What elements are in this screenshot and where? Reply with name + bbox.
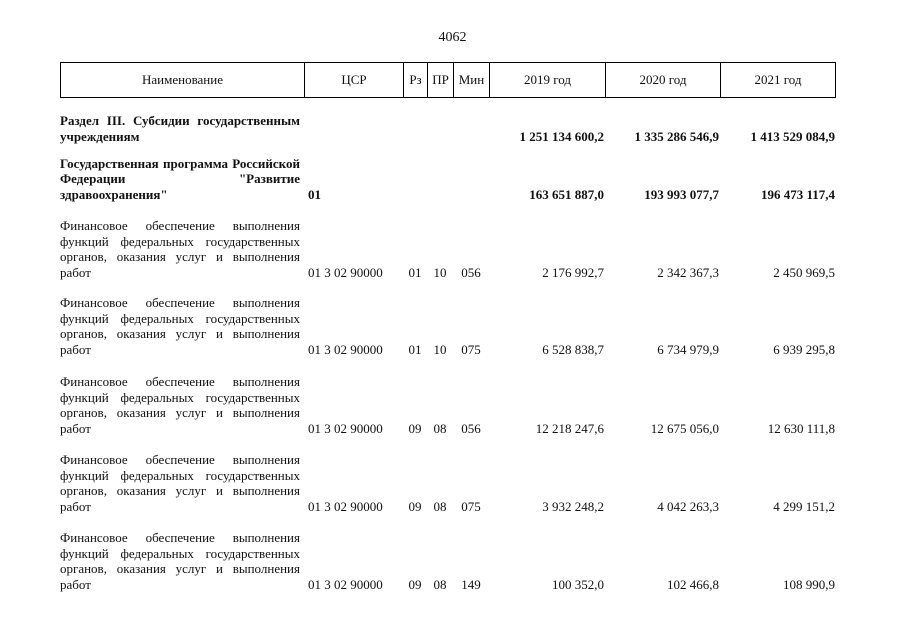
row-csr: 01 3 02 90000 bbox=[308, 264, 383, 280]
budget-table-body bbox=[60, 108, 835, 592]
row-rz bbox=[403, 152, 427, 202]
row-name: Финансовое обеспечение выполнения функций федеральных государственных органов, оказания услуг и выполнения работ bbox=[60, 295, 300, 357]
row-name: Раздел III. Субсидии государственным учреждениям bbox=[60, 113, 300, 144]
row-2020: 193 993 077,7 bbox=[644, 186, 719, 202]
row-2020: 102 466,8 bbox=[667, 576, 719, 592]
row-min: 075 bbox=[461, 341, 481, 357]
row-2021: 6 939 295,8 bbox=[773, 341, 835, 357]
header-rz: Рз bbox=[404, 63, 428, 98]
row-2020: 1 335 286 546,9 bbox=[634, 128, 719, 144]
row-name: Государственная программа Российской Федерации "Развитие здравоохранения" bbox=[60, 155, 300, 202]
row-name: Финансовое обеспечение выполнения функций федеральных государственных органов, оказания услуг и выполнения работ bbox=[60, 374, 300, 436]
row-min: 056 bbox=[461, 420, 481, 436]
row-min: 149 bbox=[461, 576, 481, 592]
header-csr: ЦСР bbox=[305, 63, 404, 98]
table-row bbox=[60, 374, 835, 436]
row-2020: 2 342 367,3 bbox=[657, 264, 719, 280]
table-row bbox=[60, 530, 835, 592]
row-csr: 01 3 02 90000 bbox=[308, 498, 383, 514]
page-number: 4062 bbox=[438, 30, 467, 45]
row-2019: 6 528 838,7 bbox=[542, 341, 604, 357]
row-2019: 2 176 992,7 bbox=[542, 264, 604, 280]
row-csr bbox=[304, 108, 403, 144]
row-pr: 10 bbox=[433, 341, 447, 357]
row-rz: 09 bbox=[408, 498, 422, 514]
row-csr: 01 3 02 90000 bbox=[308, 420, 383, 436]
row-2021: 1 413 529 084,9 bbox=[750, 128, 835, 144]
header-2020: 2020 год bbox=[606, 63, 721, 98]
header-min: Мин bbox=[454, 63, 490, 98]
row-2019: 12 218 247,6 bbox=[535, 420, 604, 436]
row-rz: 01 bbox=[408, 341, 422, 357]
table-row bbox=[60, 108, 835, 144]
header-name: Наименование bbox=[61, 63, 305, 98]
row-min bbox=[453, 108, 489, 144]
row-name: Финансовое обеспечение выполнения функций федеральных государственных органов, оказания услуг и выполнения работ bbox=[60, 530, 300, 592]
row-name: Финансовое обеспечение выполнения функций федеральных государственных органов, оказания услуг и выполнения работ bbox=[60, 218, 300, 280]
table-row bbox=[60, 295, 835, 357]
row-name: Финансовое обеспечение выполнения функций федеральных государственных органов, оказания услуг и выполнения работ bbox=[60, 452, 300, 514]
row-2020: 12 675 056,0 bbox=[650, 420, 719, 436]
header-pr: ПР bbox=[428, 63, 454, 98]
row-min bbox=[453, 152, 489, 202]
table-row bbox=[60, 216, 835, 280]
row-csr: 01 bbox=[308, 186, 321, 202]
row-2019: 1 251 134 600,2 bbox=[519, 128, 604, 144]
row-pr: 08 bbox=[433, 576, 447, 592]
row-2019: 100 352,0 bbox=[552, 576, 604, 592]
row-pr bbox=[427, 152, 453, 202]
header-2019: 2019 год bbox=[490, 63, 606, 98]
row-csr: 01 3 02 90000 bbox=[308, 341, 383, 357]
row-2019: 3 932 248,2 bbox=[542, 498, 604, 514]
row-rz bbox=[403, 108, 427, 144]
row-pr: 10 bbox=[433, 264, 447, 280]
row-csr: 01 3 02 90000 bbox=[308, 576, 383, 592]
row-rz: 01 bbox=[408, 264, 422, 280]
row-2021: 196 473 117,4 bbox=[760, 186, 835, 202]
row-min: 075 bbox=[461, 498, 481, 514]
row-rz: 09 bbox=[408, 576, 422, 592]
table-header bbox=[60, 62, 836, 98]
row-2021: 108 990,9 bbox=[783, 576, 835, 592]
row-min: 056 bbox=[461, 264, 481, 280]
table-row bbox=[60, 452, 835, 514]
row-2019: 163 651 887,0 bbox=[529, 186, 604, 202]
row-2021: 12 630 111,8 bbox=[767, 420, 835, 436]
row-rz: 09 bbox=[408, 420, 422, 436]
row-pr bbox=[427, 108, 453, 144]
row-pr: 08 bbox=[433, 420, 447, 436]
row-2021: 4 299 151,2 bbox=[773, 498, 835, 514]
row-2021: 2 450 969,5 bbox=[773, 264, 835, 280]
row-2020: 4 042 263,3 bbox=[657, 498, 719, 514]
header-2021: 2021 год bbox=[721, 63, 836, 98]
row-pr: 08 bbox=[433, 498, 447, 514]
row-2020: 6 734 979,9 bbox=[657, 341, 719, 357]
table-row bbox=[60, 152, 835, 202]
